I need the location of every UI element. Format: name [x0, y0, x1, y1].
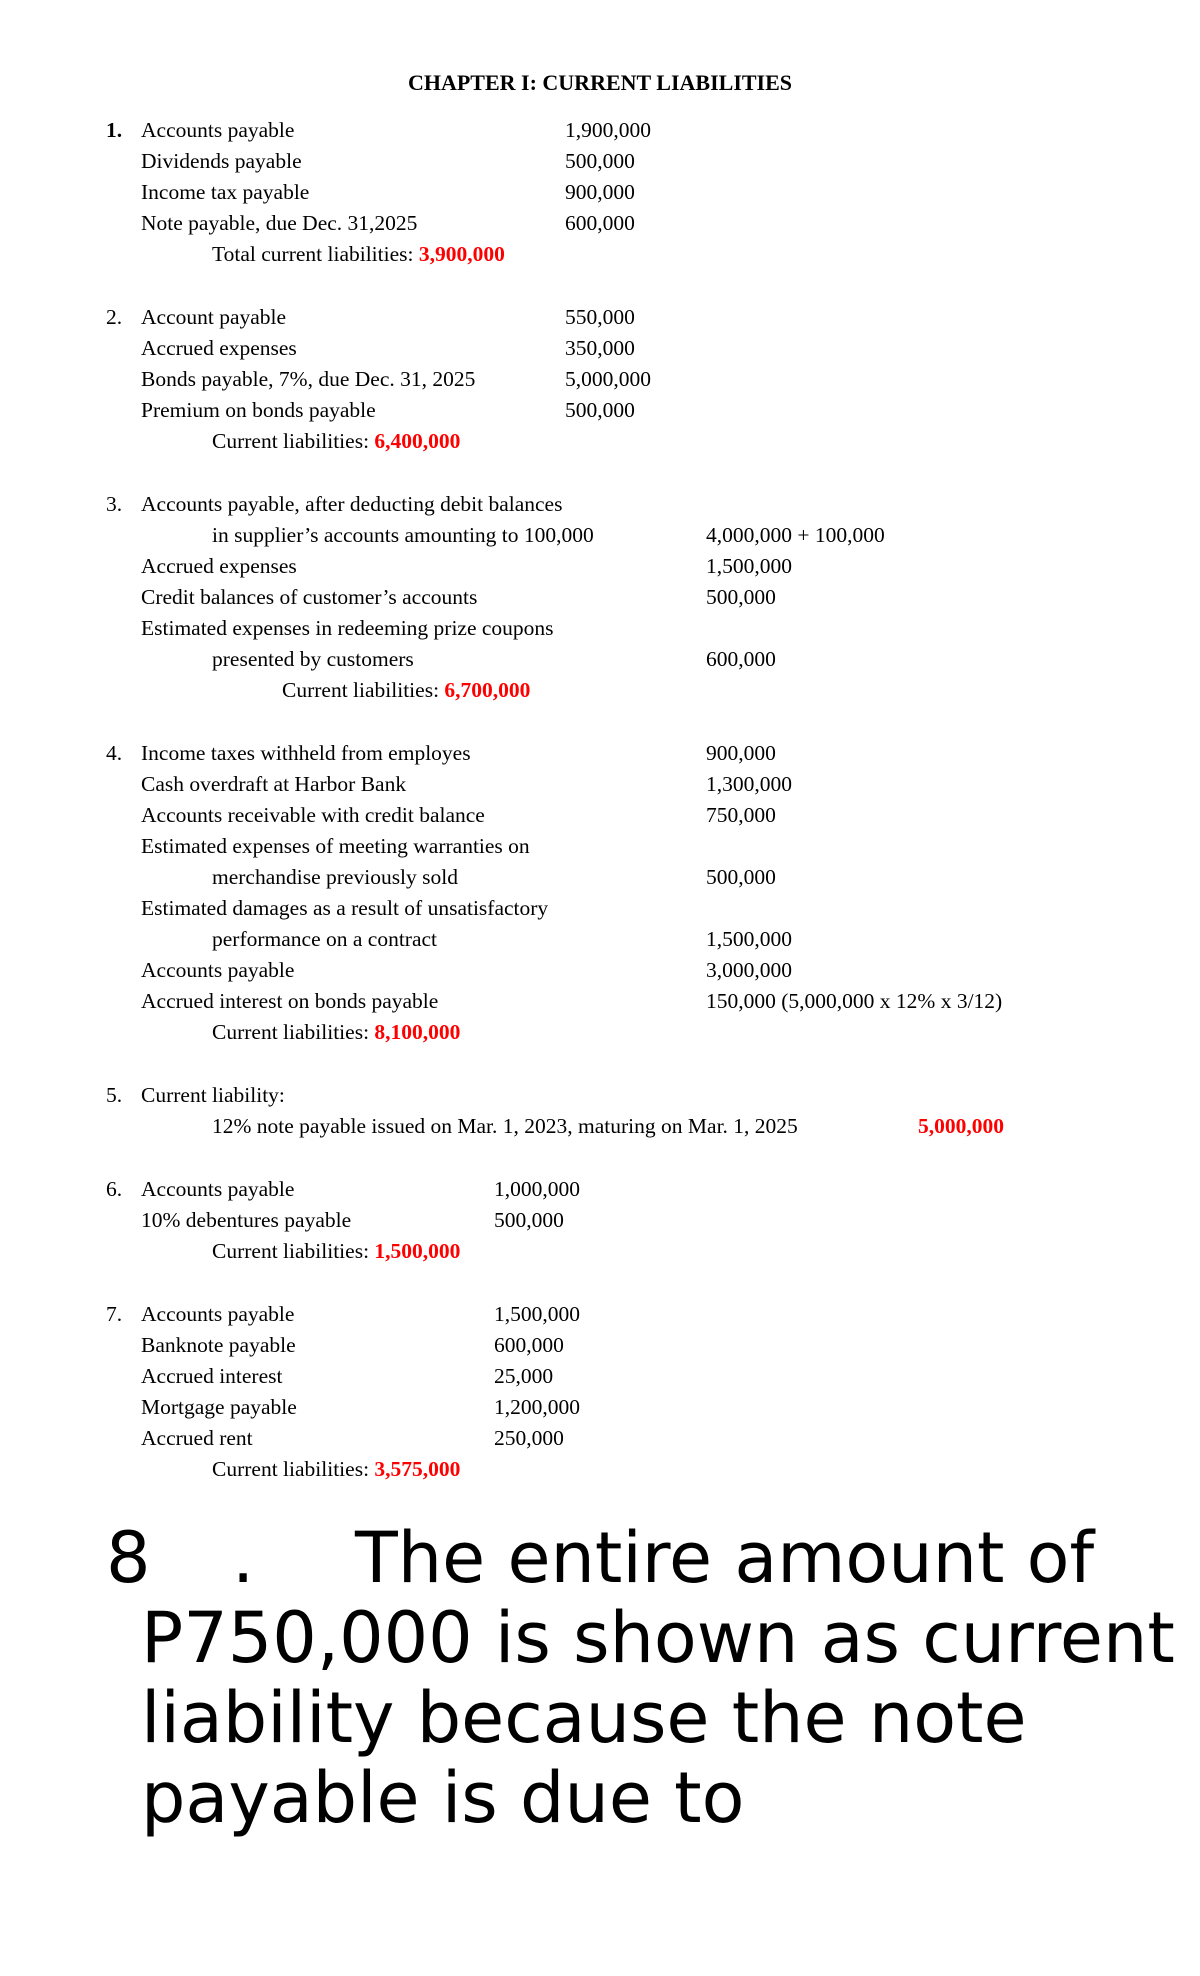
- q3-total-value: 6,700,000: [444, 678, 531, 702]
- q1-item-amount: 600,000: [565, 211, 635, 235]
- q3-amount: 600,000: [706, 647, 776, 671]
- q3-line: Accrued expenses: [141, 554, 297, 578]
- q7-number: 7.: [106, 1302, 123, 1326]
- q2-item-amount: 500,000: [565, 398, 635, 422]
- q6-item-label: Accounts payable: [141, 1177, 295, 1201]
- q3-number: 3.: [106, 492, 123, 516]
- q7-item-label: Accrued interest: [141, 1364, 283, 1388]
- q4-amount: 1,300,000: [706, 772, 792, 796]
- q2-total-label: Current liabilities:: [212, 429, 375, 453]
- q3-line: Estimated expenses in redeeming prize coupons: [141, 616, 554, 640]
- q3-amount: 1,500,000: [706, 554, 792, 578]
- q5-value: 5,000,000: [918, 1114, 1004, 1138]
- q4-total-label: Current liabilities:: [212, 1020, 375, 1044]
- q7-item-amount: 600,000: [494, 1333, 564, 1357]
- q7-item-label: Banknote payable: [141, 1333, 296, 1357]
- q1-total: [212, 239, 505, 269]
- q1-total-label: Total current liabilities:: [212, 242, 419, 266]
- q5-number: 5.: [106, 1083, 123, 1107]
- q4-amount: 150,000 (5,000,000 x 12% x 3/12): [706, 989, 1003, 1013]
- q3-line: Accounts payable, after deducting debit balances: [141, 492, 563, 516]
- q3-total: [282, 675, 530, 705]
- page-title: CHAPTER I: CURRENT LIABILITIES: [407, 70, 793, 95]
- q2-item-amount: 5,000,000: [565, 367, 651, 391]
- q1-item-amount: 900,000: [565, 180, 635, 204]
- q3-amount: 4,000,000 + 100,000: [706, 523, 885, 547]
- q3-line: Credit balances of customer’s accounts: [141, 585, 478, 609]
- q4-amount: 750,000: [706, 803, 776, 827]
- q3-line: in supplier’s accounts amounting to 100,000: [212, 523, 594, 547]
- q4-line: Accounts payable: [141, 958, 295, 982]
- q2-number: 2.: [106, 305, 123, 329]
- q8-line: The entire amount of: [355, 1517, 1095, 1599]
- q4-amount: 900,000: [706, 741, 776, 765]
- q7-item-label: Accrued rent: [141, 1426, 253, 1450]
- q4-line: Income taxes withheld from employes: [141, 741, 471, 765]
- q2-item-amount: 350,000: [565, 336, 635, 360]
- q1-item-label: Accounts payable: [141, 118, 295, 142]
- q7-total: [212, 1454, 460, 1484]
- q4-amount: 500,000: [706, 865, 776, 889]
- q4-total: [212, 1017, 460, 1047]
- q6-number: 6.: [106, 1177, 123, 1201]
- q2-item-label: Account payable: [141, 305, 287, 329]
- q8-line: liability because the note: [141, 1677, 1027, 1759]
- q4-line: Accrued interest on bonds payable: [141, 989, 439, 1013]
- q4-line: Cash overdraft at Harbor Bank: [141, 772, 407, 796]
- q1-item-amount: 500,000: [565, 149, 635, 173]
- q5-line: 12% note payable issued on Mar. 1, 2023, maturing on Mar. 1, 2025: [212, 1114, 798, 1138]
- q7-item-label: Mortgage payable: [141, 1395, 297, 1419]
- q6-total-label: Current liabilities:: [212, 1239, 375, 1263]
- q2-item-label: Bonds payable, 7%, due Dec. 31, 2025: [141, 367, 476, 391]
- q3-line: presented by customers: [212, 647, 414, 671]
- q1-number: 1.: [106, 118, 123, 142]
- q4-amount: 1,500,000: [706, 927, 792, 951]
- q8-dot: .: [232, 1517, 255, 1599]
- q4-total-value: 8,100,000: [374, 1020, 461, 1044]
- q2-item-label: Premium on bonds payable: [141, 398, 376, 422]
- q2-item-label: Accrued expenses: [141, 336, 297, 360]
- q4-line: Estimated expenses of meeting warranties on: [141, 834, 530, 858]
- q6-item-amount: 1,000,000: [494, 1177, 580, 1201]
- q6-item-amount: 500,000: [494, 1208, 564, 1232]
- q4-line: performance on a contract: [212, 927, 438, 951]
- q4-line: Accounts receivable with credit balance: [141, 803, 485, 827]
- q4-line: merchandise previously sold: [212, 865, 459, 889]
- q2-item-amount: 550,000: [565, 305, 635, 329]
- q7-total-value: 3,575,000: [374, 1457, 461, 1481]
- q4-amount: 3,000,000: [706, 958, 792, 982]
- q7-item-amount: 250,000: [494, 1426, 564, 1450]
- q6-item-label: 10% debentures payable: [141, 1208, 352, 1232]
- q1-item-label: Income tax payable: [141, 180, 310, 204]
- q2-total-value: 6,400,000: [374, 429, 461, 453]
- q7-item-amount: 1,500,000: [494, 1302, 580, 1326]
- q1-total-value: 3,900,000: [418, 242, 505, 266]
- q7-item-amount: 1,200,000: [494, 1395, 580, 1419]
- q2-total: [212, 426, 460, 456]
- q6-total-value: 1,500,000: [374, 1239, 461, 1263]
- q4-number: 4.: [106, 741, 123, 765]
- q5-heading: Current liability:: [141, 1083, 285, 1107]
- q3-amount: 500,000: [706, 585, 776, 609]
- q1-item-amount: 1,900,000: [565, 118, 651, 142]
- q8-line: P750,000 is shown as current: [141, 1597, 1175, 1679]
- q8-line: payable is due to: [141, 1757, 745, 1839]
- q3-total-label: Current liabilities:: [282, 678, 445, 702]
- q1-item-label: Dividends payable: [141, 149, 302, 173]
- q6-total: [212, 1236, 460, 1266]
- q7-item-amount: 25,000: [494, 1364, 554, 1388]
- q1-item-label: Note payable, due Dec. 31,2025: [141, 211, 418, 235]
- q4-line: Estimated damages as a result of unsatisfactory: [141, 896, 549, 920]
- q7-item-label: Accounts payable: [141, 1302, 295, 1326]
- q8-number: 8: [106, 1517, 151, 1599]
- q7-total-label: Current liabilities:: [212, 1457, 375, 1481]
